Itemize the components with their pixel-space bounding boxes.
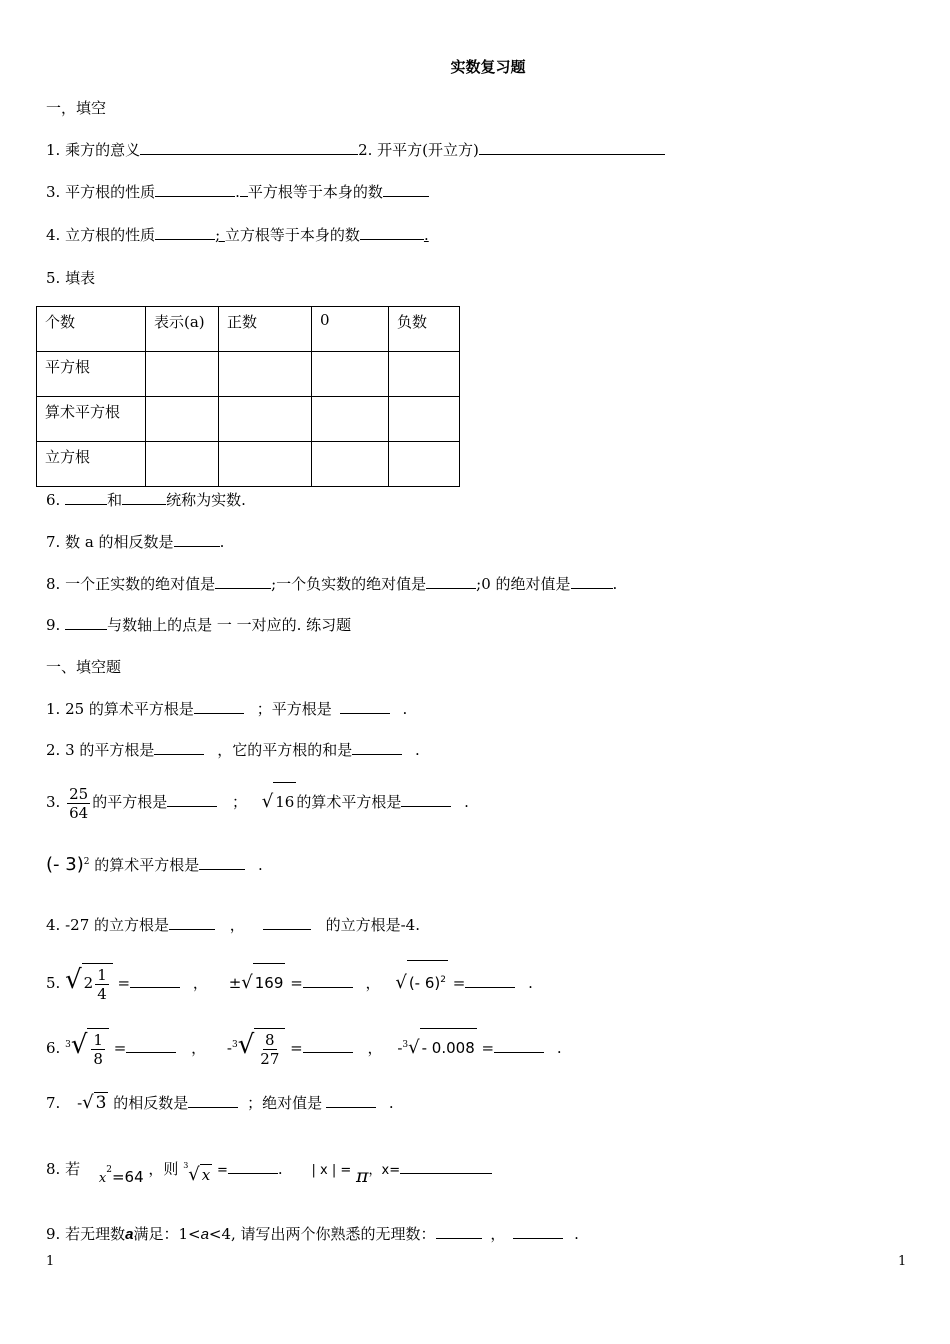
table-header-cell: 负数 [389, 307, 460, 352]
table-cell[interactable] [312, 442, 389, 487]
table-cell[interactable] [312, 352, 389, 397]
table-row-label: 平方根 [37, 352, 146, 397]
question-8: 8. 一个正实数的绝对值是 ;一个负实数的绝对值是 ;0 的绝对值是 . [46, 575, 618, 593]
section-heading: 一，填空 [46, 99, 107, 117]
table-cell[interactable] [312, 397, 389, 442]
table-header-cell: 个数 [37, 307, 146, 352]
table-cell[interactable] [389, 442, 460, 487]
table-row [37, 307, 460, 352]
question-9: 9. 与数轴上的点是 一 一对应的. 练习题 [46, 616, 352, 634]
question-3: 3. 平方根的性质 . 平方根等于本身的数 [46, 182, 429, 202]
sqrt-icon: √ [65, 965, 82, 995]
sqrt-icon: √ [241, 972, 253, 993]
table-row [37, 352, 460, 397]
fraction: $\frac{25}{64}$ [69, 784, 89, 822]
practice-7: 7. -√ 3 的相反数是 ；绝对值是 . [46, 1092, 394, 1113]
cube-root-icon: √ [70, 1030, 88, 1060]
page-title: 实数复习题 [450, 58, 526, 76]
table-cell[interactable] [146, 352, 219, 397]
fill-table [36, 306, 460, 487]
question-1: 1. 乘方的意义 2. 开平方(开立方) [46, 140, 665, 160]
page-number-left: 1 [46, 1254, 55, 1269]
practice-3: 3. $\frac{25}{64}$ 的平方根是 ； √ 16 的算术平方根是 . [46, 782, 469, 822]
table-row-label: 立方根 [37, 442, 146, 487]
table-header-cell: 正数 [219, 307, 312, 352]
sqrt-icon: √ [82, 1092, 94, 1113]
table-header-cell: 0 [312, 307, 389, 352]
table-row [37, 397, 460, 442]
section-heading: 一、填空题 [46, 658, 122, 676]
table-cell[interactable] [219, 352, 312, 397]
table-row-label: 算术平方根 [37, 397, 146, 442]
table-cell[interactable] [219, 442, 312, 487]
practice-3b: (- 3)$^2$ 的算术平方根是 . [46, 854, 263, 875]
practice-9: 9. 若无理数a满足：1<a<4, 请写出两个你熟悉的无理数： ， . [46, 1225, 579, 1243]
question-6: 6. 和 统称为实数. [46, 491, 246, 509]
practice-1: 1. 25 的算术平方根是 ；平方根是 . [46, 700, 408, 718]
table-cell[interactable] [219, 397, 312, 442]
cube-root-icon: √ [237, 1030, 255, 1060]
question-7: 7. 数 a 的相反数是 . [46, 533, 225, 551]
table-cell[interactable] [146, 397, 219, 442]
practice-2: 2. 3 的平方根是 ，它的平方根的和是 . [46, 741, 420, 759]
table-row [37, 442, 460, 487]
cube-root-icon: √ [408, 1037, 420, 1058]
practice-5: 5. √ 2 $\frac{1}{4}$ = ， ±√ 169 = ， √ (- 6)$^2$ = . [46, 960, 533, 1003]
table-header-cell: 表示(a) [146, 307, 219, 352]
table-cell[interactable] [146, 442, 219, 487]
sqrt-icon: √ [395, 972, 407, 993]
question-4: 4. 立方根的性质 ; 立方根等于本身的数 . [46, 226, 429, 244]
page-number-right: 1 [898, 1254, 907, 1269]
cube-root-icon: √ [188, 1164, 200, 1185]
practice-6: 6. $^3$√ $\frac{1}{8}$ = ， -$^3$√ $\frac{8}{27}$ = ， -$^3$√ - 0.008 = . [46, 1030, 562, 1068]
table-cell[interactable] [389, 397, 460, 442]
practice-4: 4. -27 的立方根是 ， 的立方根是-4. [46, 916, 420, 934]
sqrt-icon: √ [261, 791, 274, 812]
question-5: 5. 填表 [46, 269, 96, 287]
practice-8: 8. 若 $x^2=64$ ，则 $^3$√ x = . | x | = π，x= [46, 1156, 492, 1181]
table-cell[interactable] [389, 352, 460, 397]
